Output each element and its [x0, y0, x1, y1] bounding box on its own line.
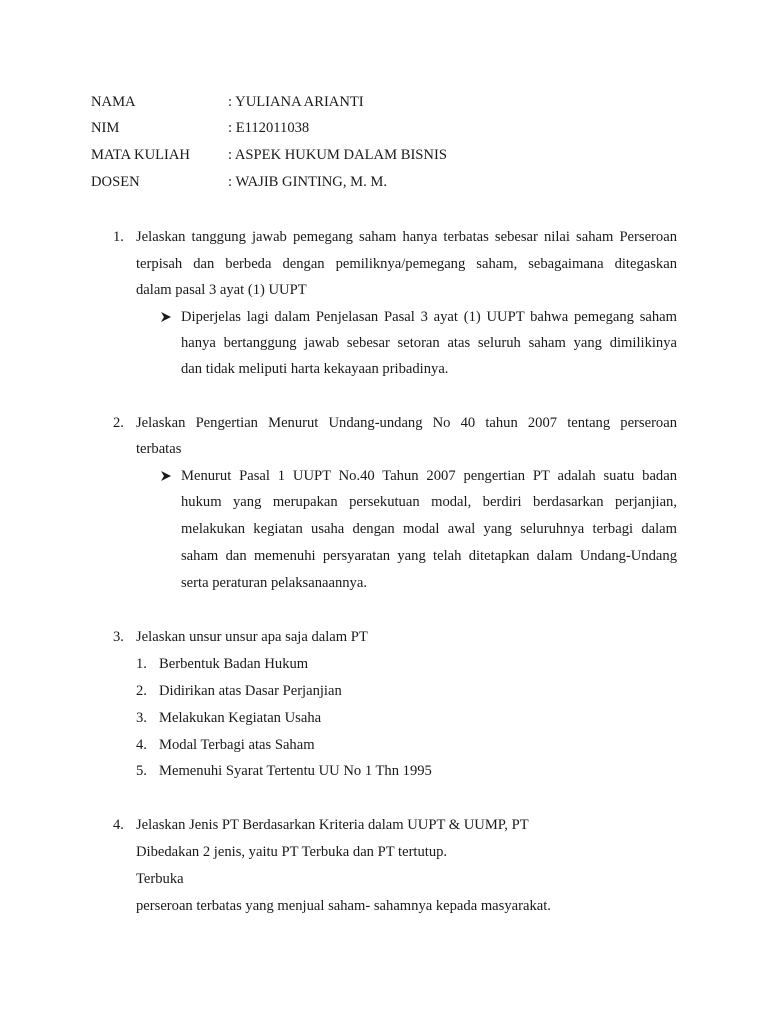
- answer-1-line-2: hanya bertanggung jawab sebesar setoran atas seluruh saham yang dimilikinya: [181, 335, 677, 351]
- list-item: Melakukan Kegiatan Usaha: [159, 710, 322, 726]
- question-3-text: Jelaskan unsur unsur apa saja dalam PT: [136, 629, 368, 645]
- list-item-number: 4.: [136, 737, 147, 753]
- course-label: MATA KULIAH: [91, 147, 190, 163]
- arrow-bullet-icon: [160, 311, 172, 323]
- question-2-line-2: terbatas: [136, 441, 182, 457]
- question-2-number: 2.: [113, 415, 124, 431]
- answer-4-line-3: perseroan terbatas yang menjual saham- sahamnya kepada masyarakat.: [136, 898, 551, 914]
- answer-2-line-5: serta peraturan pelaksanaannya.: [181, 575, 367, 591]
- course-value: : ASPEK HUKUM DALAM BISNIS: [228, 147, 447, 163]
- lecturer-label: DOSEN: [91, 174, 140, 190]
- answer-2-line-2: hukum yang merupakan persekutuan modal, berdiri berdasarkan perjanjian,: [181, 494, 677, 510]
- answer-2-line-3: melakukan kegiatan usaha dengan modal awal yang seluruhnya terbagi dalam: [181, 521, 677, 537]
- question-3-number: 3.: [113, 629, 124, 645]
- question-1-line-2: terpisah dan berbeda dengan pemiliknya/pemegang saham, sebagaimana ditegaskan: [136, 256, 677, 272]
- question-2-line-1: Jelaskan Pengertian Menurut Undang-undang No 40 tahun 2007 tentang perseroan: [136, 415, 677, 431]
- question-1-line-3: dalam pasal 3 ayat (1) UUPT: [136, 282, 307, 298]
- list-item: Memenuhi Syarat Tertentu UU No 1 Thn 1995: [159, 763, 432, 779]
- list-item-number: 1.: [136, 656, 147, 672]
- list-item: Didirikan atas Dasar Perjanjian: [159, 683, 342, 699]
- answer-1-line-1: Diperjelas lagi dalam Penjelasan Pasal 3 ayat (1) UUPT bahwa pemegang saham: [181, 309, 677, 325]
- nim-label: NIM: [91, 120, 120, 136]
- lecturer-value: : WAJIB GINTING, M. M.: [228, 174, 388, 190]
- answer-4-line-2: Terbuka: [136, 871, 184, 887]
- nim-value: : E112011038: [228, 120, 310, 136]
- question-1-line-1: Jelaskan tanggung jawab pemegang saham hanya terbatas sebesar nilai saham Perseroan: [136, 229, 677, 245]
- list-item: Modal Terbagi atas Saham: [159, 737, 315, 753]
- question-4-text: Jelaskan Jenis PT Berdasarkan Kriteria dalam UUPT & UUMP, PT: [136, 817, 529, 833]
- name-value: : YULIANA ARIANTI: [228, 94, 364, 110]
- list-item-number: 3.: [136, 710, 147, 726]
- question-1-number: 1.: [113, 229, 124, 245]
- answer-2-line-1: Menurut Pasal 1 UUPT No.40 Tahun 2007 pengertian PT adalah suatu badan: [181, 468, 677, 484]
- question-4-number: 4.: [113, 817, 124, 833]
- answer-4-line-1: Dibedakan 2 jenis, yaitu PT Terbuka dan PT tertutup.: [136, 844, 448, 860]
- name-label: NAMA: [91, 94, 136, 110]
- list-item-number: 5.: [136, 763, 147, 779]
- answer-2-line-4: saham dan memenuhi persyaratan yang telah ditetapkan dalam Undang-Undang: [181, 548, 677, 564]
- arrow-bullet-icon: [160, 470, 172, 482]
- answer-1-line-3: dan tidak meliputi harta kekayaan pribadinya.: [181, 361, 449, 377]
- list-item-number: 2.: [136, 683, 147, 699]
- list-item: Berbentuk Badan Hukum: [159, 656, 309, 672]
